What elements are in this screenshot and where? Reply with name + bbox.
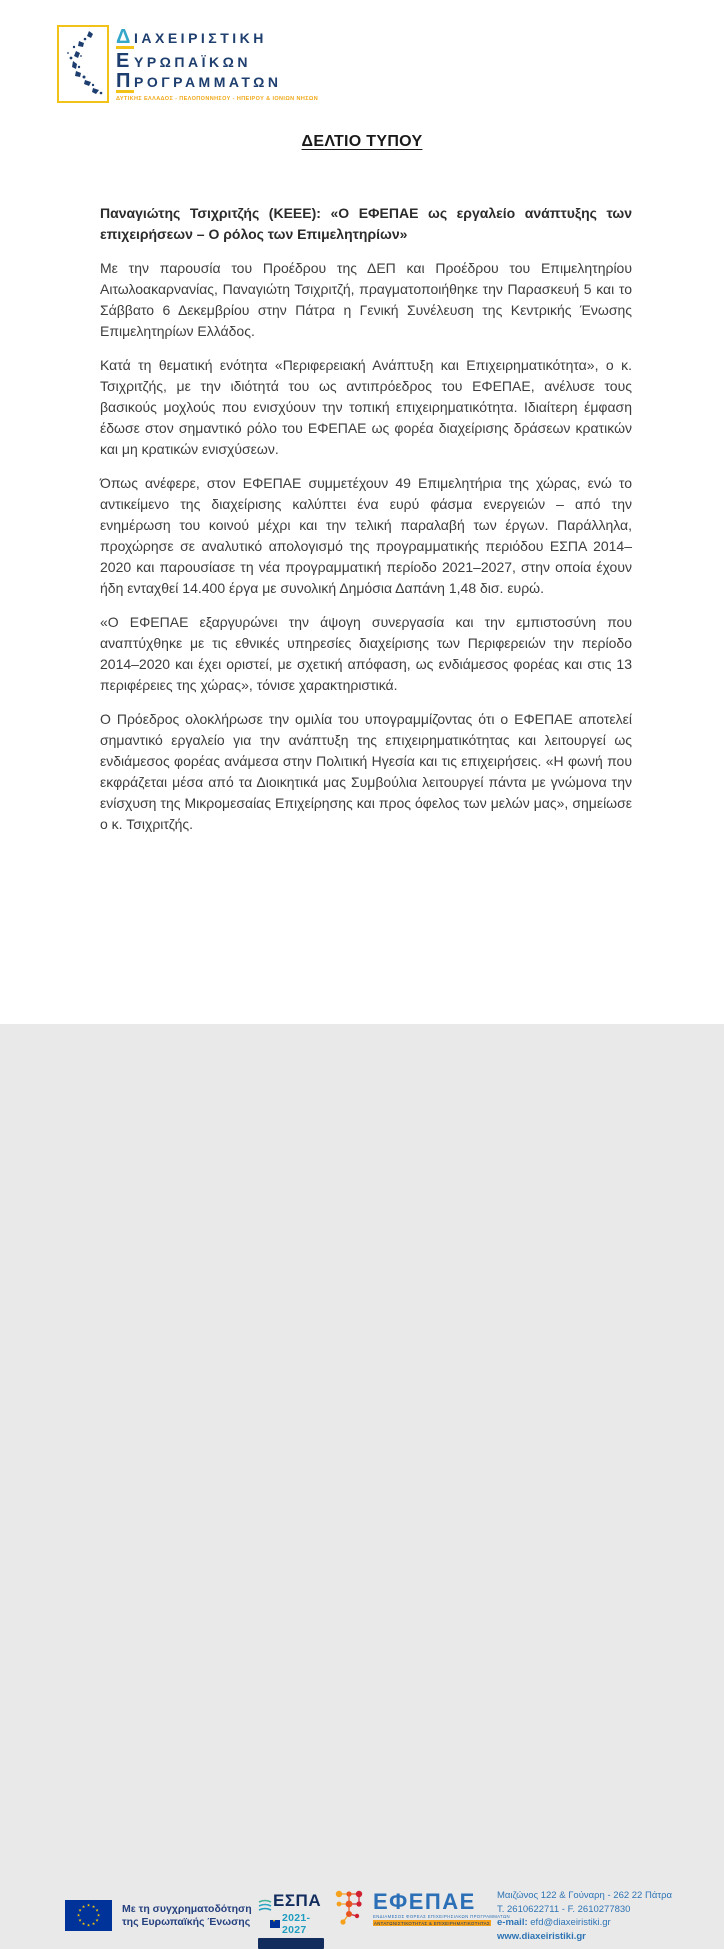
svg-text:★: ★ — [81, 1904, 86, 1909]
svg-text:★: ★ — [78, 1907, 82, 1913]
espa-period: 2021-2027 — [281, 1912, 311, 1936]
press-release-body — [100, 203, 632, 848]
logo-line-3: ΡΟΓΡΑΜΜΑΤΩΝ — [134, 74, 282, 90]
logo-initial-epsilon: Ε — [116, 50, 130, 72]
efepae-subtitle-line-1: ΕΝΔΙΑΜΕΣΟΣ ΦΟΡΕΑΣ ΕΠΙΧΕΙΡΗΣΙΑΚΩΝ ΠΡΟΓΡΑΜΜΑΤΩΝ — [373, 1914, 510, 1919]
espa-name: ΕΣΠΑ — [273, 1891, 322, 1910]
eu-cofunding-text — [122, 1903, 252, 1929]
contact-address: Μαιζώνος 122 & Γούναρη - 262 22 Πάτρα — [497, 1890, 672, 1901]
espa-logo — [258, 1891, 330, 1949]
contact-phones: T. 2610622711 - F. 2610277830 — [497, 1903, 631, 1915]
espa-eu-flag-icon — [270, 1920, 280, 1928]
contact-block — [497, 1889, 672, 1943]
svg-text:★: ★ — [76, 1912, 81, 1918]
svg-text:★: ★ — [96, 1912, 101, 1918]
dep-logo-wordmark — [116, 25, 318, 103]
efepae-dots-icon — [333, 1888, 369, 1928]
islands-map-icon — [57, 25, 109, 103]
paragraph: Ο Πρόεδρος ολοκλήρωσε την ομιλία του υπογραμμίζοντας ότι ο ΕΦΕΠΑΕ αποτελεί σημαντικό εργαλείο για την ανάπτυξη της επιχειρηματικότητας και λειτουργεί ως ενδιάμεσος φορέας ανάμεσα στην Πολιτική Ηγεσία και τις επιχειρήσεις. «Η φωνή που εκφράζεται μέσα από τα Διοικητικά μας Συμβούλια λειτουργεί πάντα με γνώμονα την ενίσχυση της Μικρομεσαίας Επιχείρησης και προς όφελος των μελών μας», σημείωσε ο κ. Τσιχριτζής. — [100, 711, 632, 832]
svg-text:★: ★ — [91, 1921, 96, 1926]
efepae-subtitle-line-2: ΑΝΤΑΓΩΝΙΣΤΙΚΟΤΗΤΑΣ & ΕΠΙΧΕΙΡΗΜΑΤΙΚΟΤΗΤΑΣ — [374, 1920, 491, 1926]
espa-banner-bar — [258, 1938, 324, 1949]
svg-text:★: ★ — [78, 1917, 82, 1923]
svg-text:★: ★ — [91, 1904, 96, 1909]
logo-initial-pi: Π — [116, 72, 134, 93]
efepae-logo — [333, 1888, 510, 1928]
logo-initial-delta: Δ — [116, 28, 134, 49]
svg-text:★: ★ — [95, 1907, 99, 1913]
contact-email-link[interactable]: efd@diaxeiristiki.gr — [530, 1917, 611, 1928]
press-release-heading: Παναγιώτης Τσιχριτζής (ΚΕΕΕ): «Ο ΕΦΕΠΑΕ ως εργαλείο ανάπτυξης των επιχειρήσεων – Ο ρόλος των Επιμελητηρίων» — [100, 205, 632, 242]
paragraph: Με την παρουσία του Προέδρου της ΔΕΠ και Προέδρου του Επιμελητηρίου Αιτωλοακαρνανίας, Παναγιώτη Τσιχριτζή, πραγματοποιήθηκε την Παρασκευή 5 και το Σάββατο 6 Δεκεμβρίου στην Πάτρα η Γενική Συνέλευση της Κεντρικής Ένωσης Επιμελητηρίων Ελλάδος. — [100, 260, 632, 339]
svg-text:★: ★ — [86, 1902, 91, 1908]
contact-website-link[interactable]: www.diaxeiristiki.gr — [497, 1930, 586, 1942]
logo-line-2: ΥΡΩΠΑΪΚΩΝ — [134, 54, 251, 70]
efepae-name: ΕΦΕΠΑΕ — [373, 1889, 476, 1914]
paragraph: Κατά τη θεματική ενότητα «Περιφερειακή Ανάπτυξη και Επιχειρηματικότητα», ο κ. Τσιχριτζής, με την ιδιότητά του ως αντιπρόεδρος του ΕΦΕΠΑΕ, ανέλυσε τους βασικούς μοχλούς που ενισχύουν την τοπική επιχειρηματικότητα. Ιδιαίτερη έμφαση έδωσε στον σημαντικό ρόλο του ΕΦΕΠΑΕ ως φορέα διαχείρισης δράσεων κρατικών και μη κρατικών ενισχύσεων. — [100, 357, 632, 457]
dep-logo — [57, 25, 318, 103]
eu-cofunding-line-1: Με τη συγχρηματοδότηση — [122, 1903, 252, 1915]
footer — [0, 938, 724, 1942]
svg-text:★: ★ — [86, 1922, 91, 1928]
logo-tagline: ΔΥΤΙΚΗΣ ΕΛΛΑΔΟΣ - ΠΕΛΟΠΟΝΝΗΣΟΥ - ΗΠΕΙΡΟΥ & ΙΟΝΙΩΝ ΝΗΣΩΝ — [116, 96, 319, 102]
espa-waves-icon — [258, 1899, 271, 1911]
page-title: ΔΕΛΤΙΟ ΤΥΠΟΥ — [301, 133, 423, 150]
svg-text:★: ★ — [81, 1921, 86, 1926]
logo-line-1: ΙΑΧΕΙΡΙΣΤΙΚΗ — [134, 30, 267, 46]
paragraph: «Ο ΕΦΕΠΑΕ εξαργυρώνει την άψογη συνεργασία και την εμπιστοσύνη που αναπτύχθηκε με τις εθνικές υπηρεσίες διαχείρισης των Περιφερειών την περίοδο 2014–2020 και έχει οριστεί, με σχετική απόφαση, ως ενδιάμεσος φορέας και στις 13 περιφέρειες της χώρας», τόνισε χαρακτηριστικά. — [100, 614, 632, 693]
contact-email-label: e-mail: — [497, 1917, 528, 1928]
paragraph: Όπως ανέφερε, στον ΕΦΕΠΑΕ συμμετέχουν 49 Επιμελητήρια της χώρας, ενώ το αντικείμενο της διαχείρισης καλύπτει ένα ευρύ φάσμα ενεργειών – από την ενημέρωση του κοινού μέχρι και την τελική παραλαβή των έργων. Παράλληλα, προχώρησε σε αναλυτικό απολογισμό της προγραμματικής περιόδου ΕΣΠΑ 2014–2020 και παρουσίασε τη νέα προγραμματική περίοδο 2021–2027, στην οποία έχουν ήδη ενταχθεί 14.400 έργα με συνολική Δημόσια Δαπάνη 1,48 δισ. ευρώ. — [100, 475, 632, 596]
eu-flag-icon — [65, 1900, 112, 1931]
eu-cofunding-line-2: της Ευρωπαϊκής Ένωσης — [122, 1916, 251, 1928]
svg-text:★: ★ — [95, 1917, 99, 1923]
